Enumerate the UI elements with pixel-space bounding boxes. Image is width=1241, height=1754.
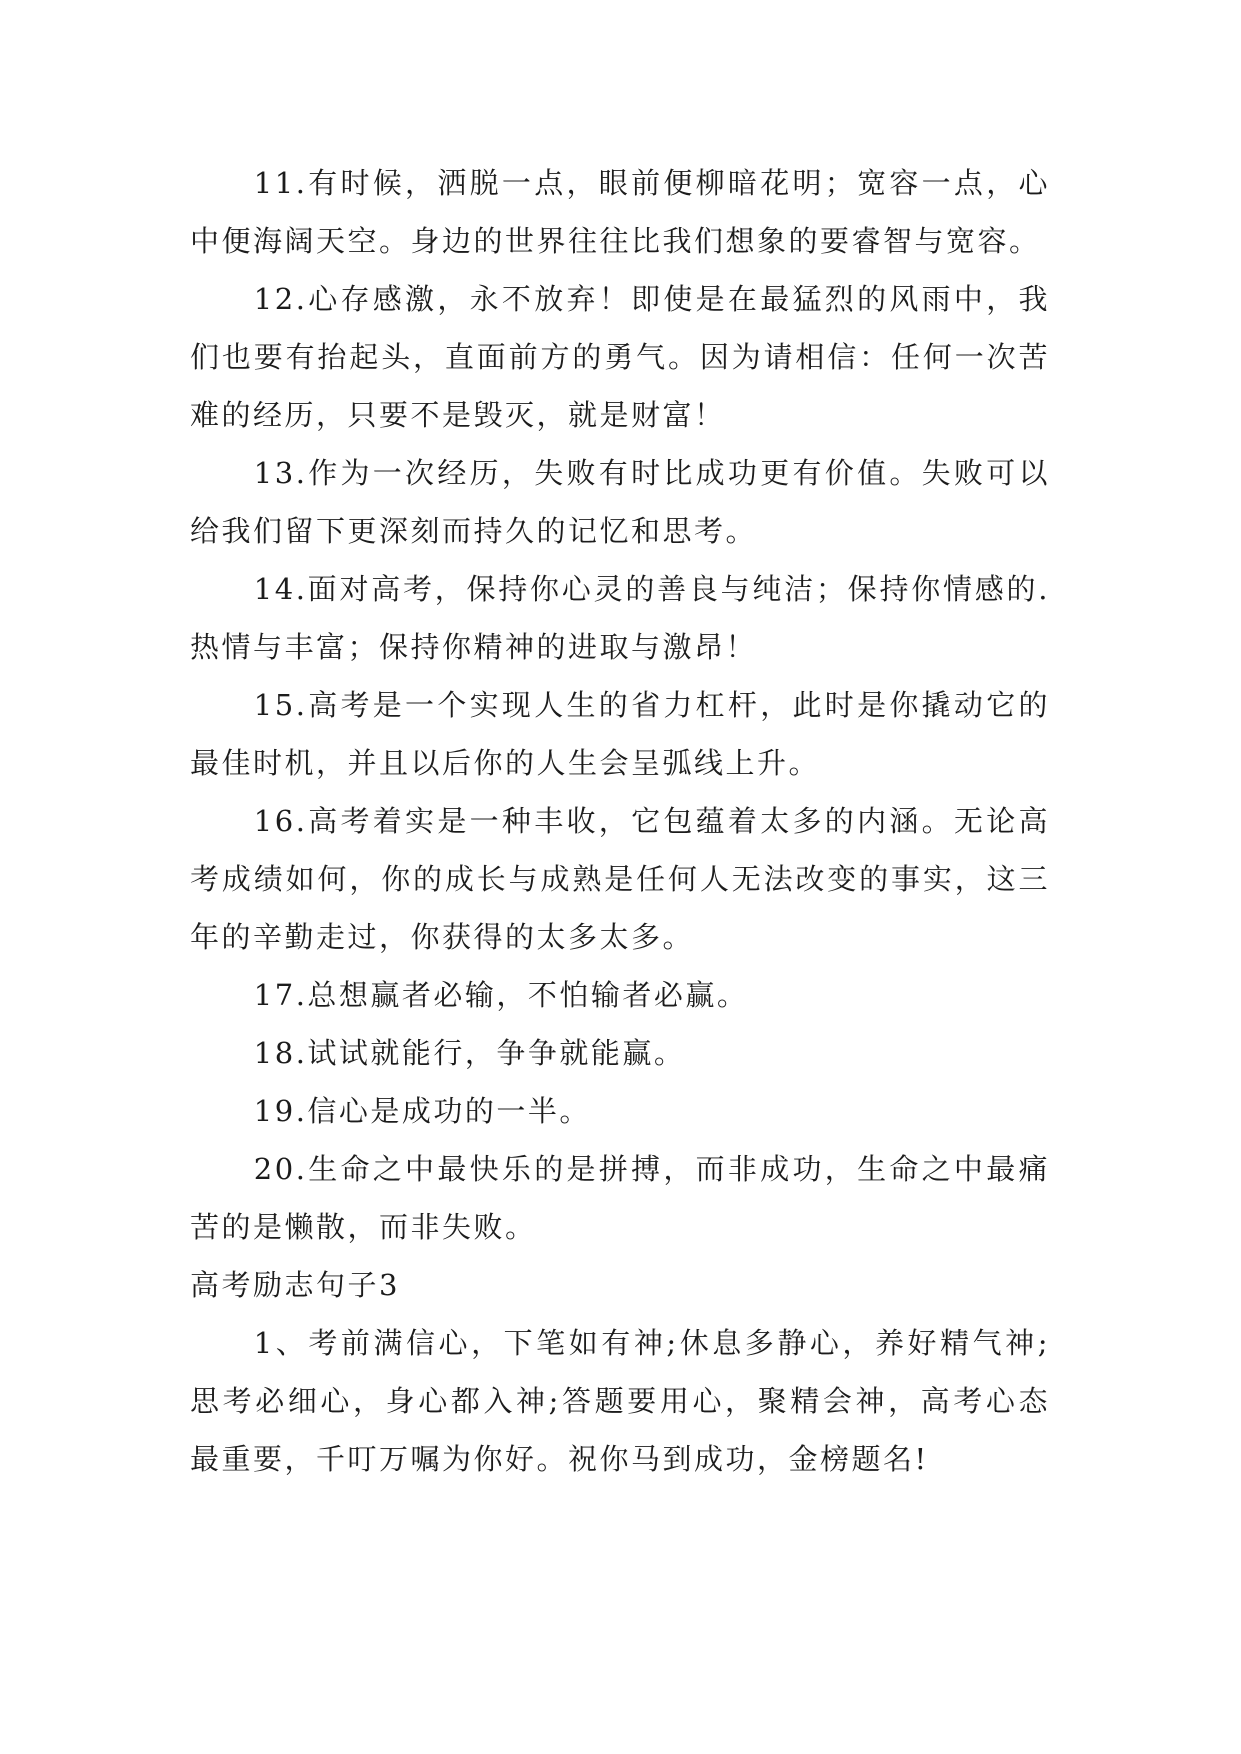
paragraph-11: 11.有时候，洒脱一点，眼前便柳暗花明；宽容一点，心中便海阔天空。身边的世界往往比我们想象的要睿智与宽容。 xyxy=(190,166,1050,258)
document-page xyxy=(190,154,1050,1488)
paragraph-18: 18.试试就能行，争争就能赢。 xyxy=(253,1036,686,1070)
paragraph-19: 19.信心是成功的一半。 xyxy=(253,1094,591,1128)
paragraph-15: 15.高考是一个实现人生的省力杠杆，此时是你撬动它的最佳时机，并且以后你的人生会呈弧线上升。 xyxy=(190,688,1050,780)
section-heading: 高考励志句子3 xyxy=(190,1268,400,1302)
paragraph-17: 17.总想赢者必输，不怕输者必赢。 xyxy=(253,978,749,1012)
paragraph-16: 16.高考着实是一种丰收，它包蕴着太多的内涵。无论高考成绩如何，你的成长与成熟是任何人无法改变的事实，这三年的辛勤走过，你获得的太多太多。 xyxy=(190,804,1050,954)
paragraph-20: 20.生命之中最快乐的是拼搏，而非成功，生命之中最痛苦的是懒散，而非失败。 xyxy=(190,1152,1050,1244)
paragraph-14: 14.面对高考，保持你心灵的善良与纯洁；保持你情感的.热情与丰富；保持你精神的进取与激昂！ xyxy=(190,572,1050,664)
paragraph-12: 12.心存感激，永不放弃！即使是在最猛烈的风雨中，我们也要有抬起头，直面前方的勇气。因为请相信：任何一次苦难的经历，只要不是毁灭，就是财富！ xyxy=(190,282,1050,432)
section-paragraph-1: 1、考前满信心，下笔如有神;休息多静心，养好精气神;思考必细心，身心都入神;答题要用心，聚精会神，高考心态最重要，千叮万嘱为你好。祝你马到成功，金榜题名! xyxy=(190,1326,1050,1476)
paragraph-13: 13.作为一次经历，失败有时比成功更有价值。失败可以给我们留下更深刻而持久的记忆和思考。 xyxy=(190,456,1050,548)
